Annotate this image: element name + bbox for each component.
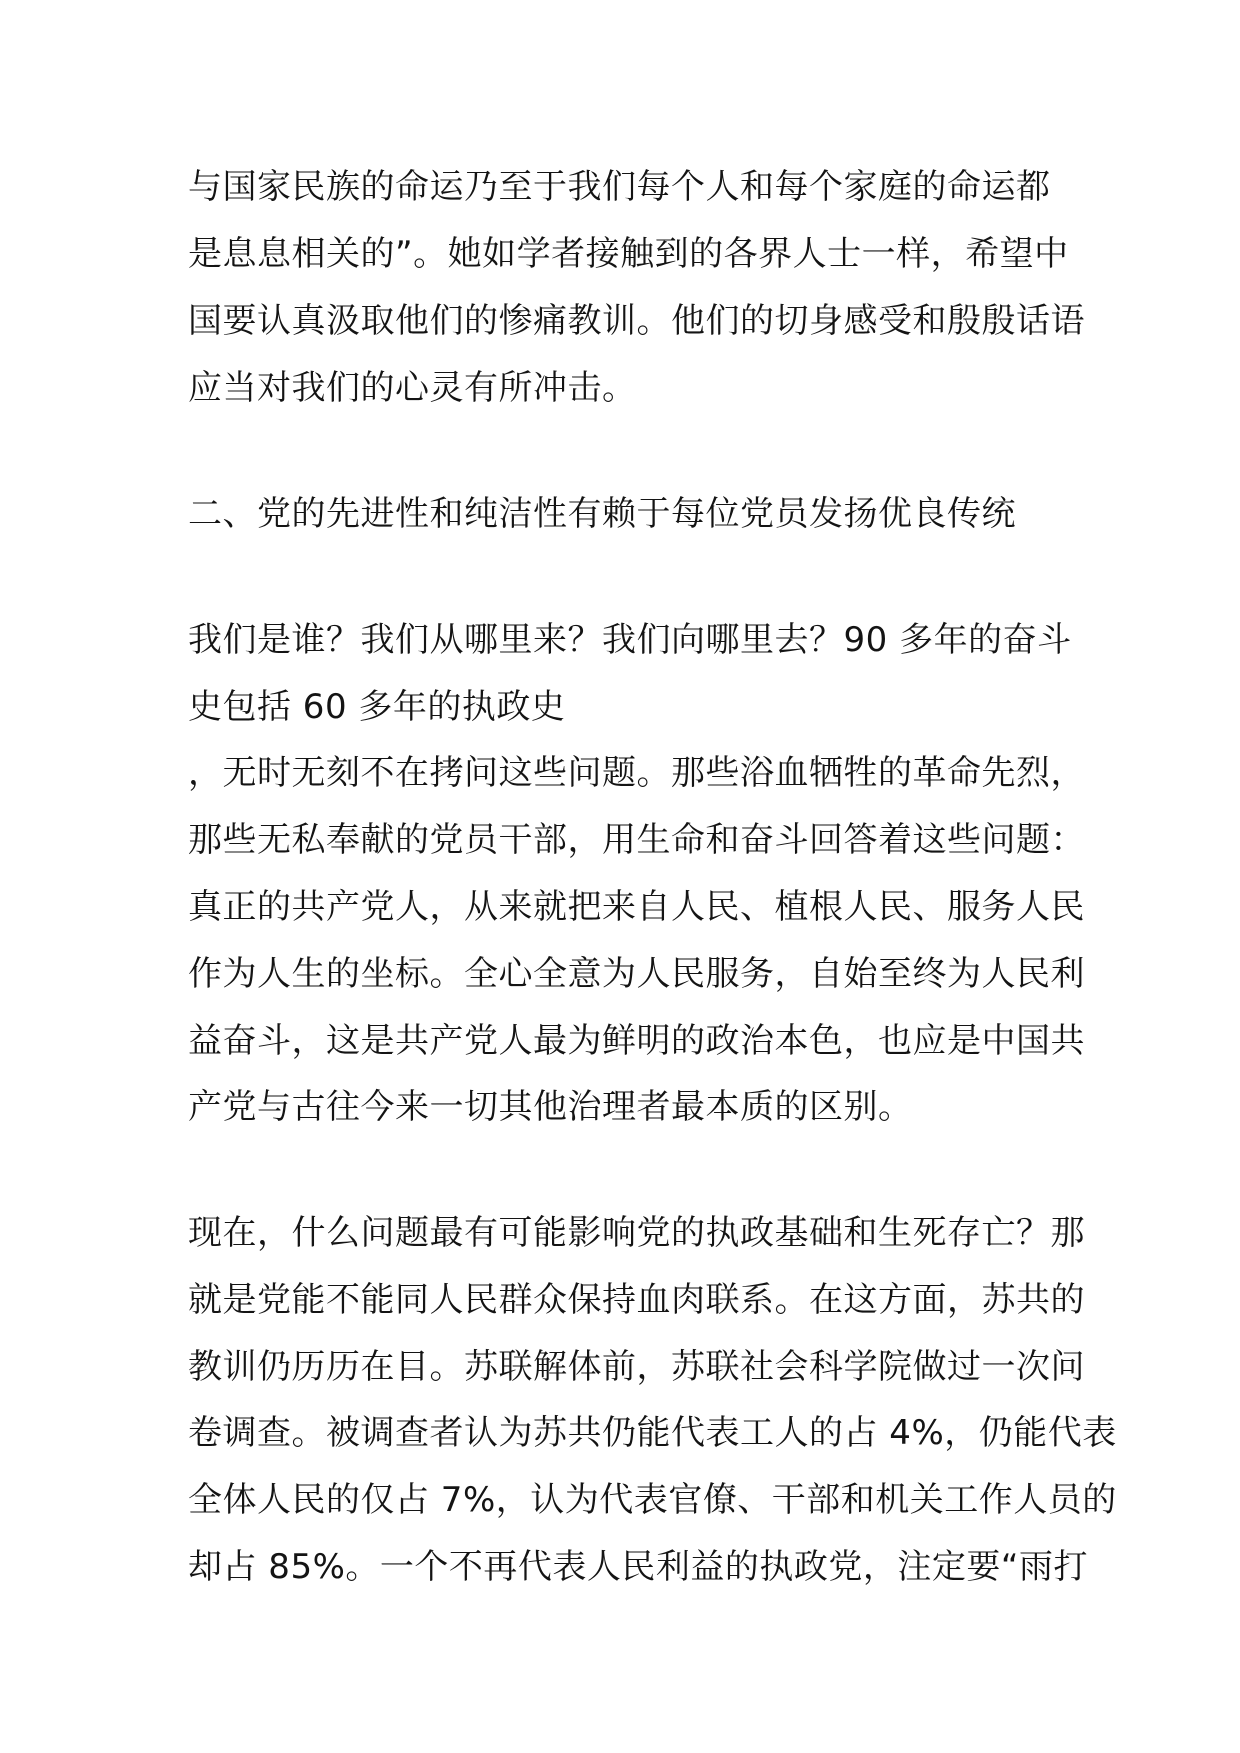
- text-line-9: 那些无私奉献的党员干部，用生命和奋斗回答着这些问题：: [188, 820, 1085, 860]
- text-line-10: 真正的共产党人，从来就把来自人民、植根人民、服务人民: [188, 887, 1085, 927]
- text-line-17: 卷调查。被调查者认为苏共仍能代表工人的占 4%，仍能代表: [188, 1413, 1117, 1453]
- text-line-6: 我们是谁？我们从哪里来？我们向哪里去？90 多年的奋斗: [188, 620, 1072, 660]
- text-line-4: 应当对我们的心灵有所冲击。: [188, 368, 637, 408]
- text-line-3: 国要认真汲取他们的惨痛教训。他们的切身感受和殷殷话语: [188, 301, 1085, 341]
- text-line-12: 益奋斗，这是共产党人最为鲜明的政治本色，也应是中国共: [188, 1021, 1085, 1061]
- text-line-13: 产党与古往今来一切其他治理者最本质的区别。: [188, 1087, 913, 1127]
- text-line-7: 史包括 60 多年的执政史: [188, 687, 566, 727]
- text-line-1: 与国家民族的命运乃至于我们每个人和每个家庭的命运都: [188, 167, 1051, 207]
- text-line-2: 是息息相关的”。她如学者接触到的各界人士一样，希望中: [188, 234, 1069, 274]
- text-line-8: ，无时无刻不在拷问这些问题。那些浴血牺牲的革命先烈，: [188, 753, 1085, 793]
- text-line-14: 现在，什么问题最有可能影响党的执政基础和生死存亡？那: [188, 1213, 1085, 1253]
- section-heading: 二、党的先进性和纯洁性有赖于每位党员发扬优良传统: [188, 494, 1016, 534]
- text-line-11: 作为人生的坐标。全心全意为人民服务，自始至终为人民利: [188, 954, 1085, 994]
- text-line-18: 全体人民的仅占 7%，认为代表官僚、干部和机关工作人员的: [188, 1480, 1117, 1520]
- text-line-16: 教训仍历历在目。苏联解体前，苏联社会科学院做过一次问: [188, 1347, 1085, 1387]
- text-line-15: 就是党能不能同人民群众保持血肉联系。在这方面，苏共的: [188, 1280, 1085, 1320]
- text-line-19: 却占 85%。一个不再代表人民利益的执政党，注定要“雨打: [188, 1547, 1088, 1587]
